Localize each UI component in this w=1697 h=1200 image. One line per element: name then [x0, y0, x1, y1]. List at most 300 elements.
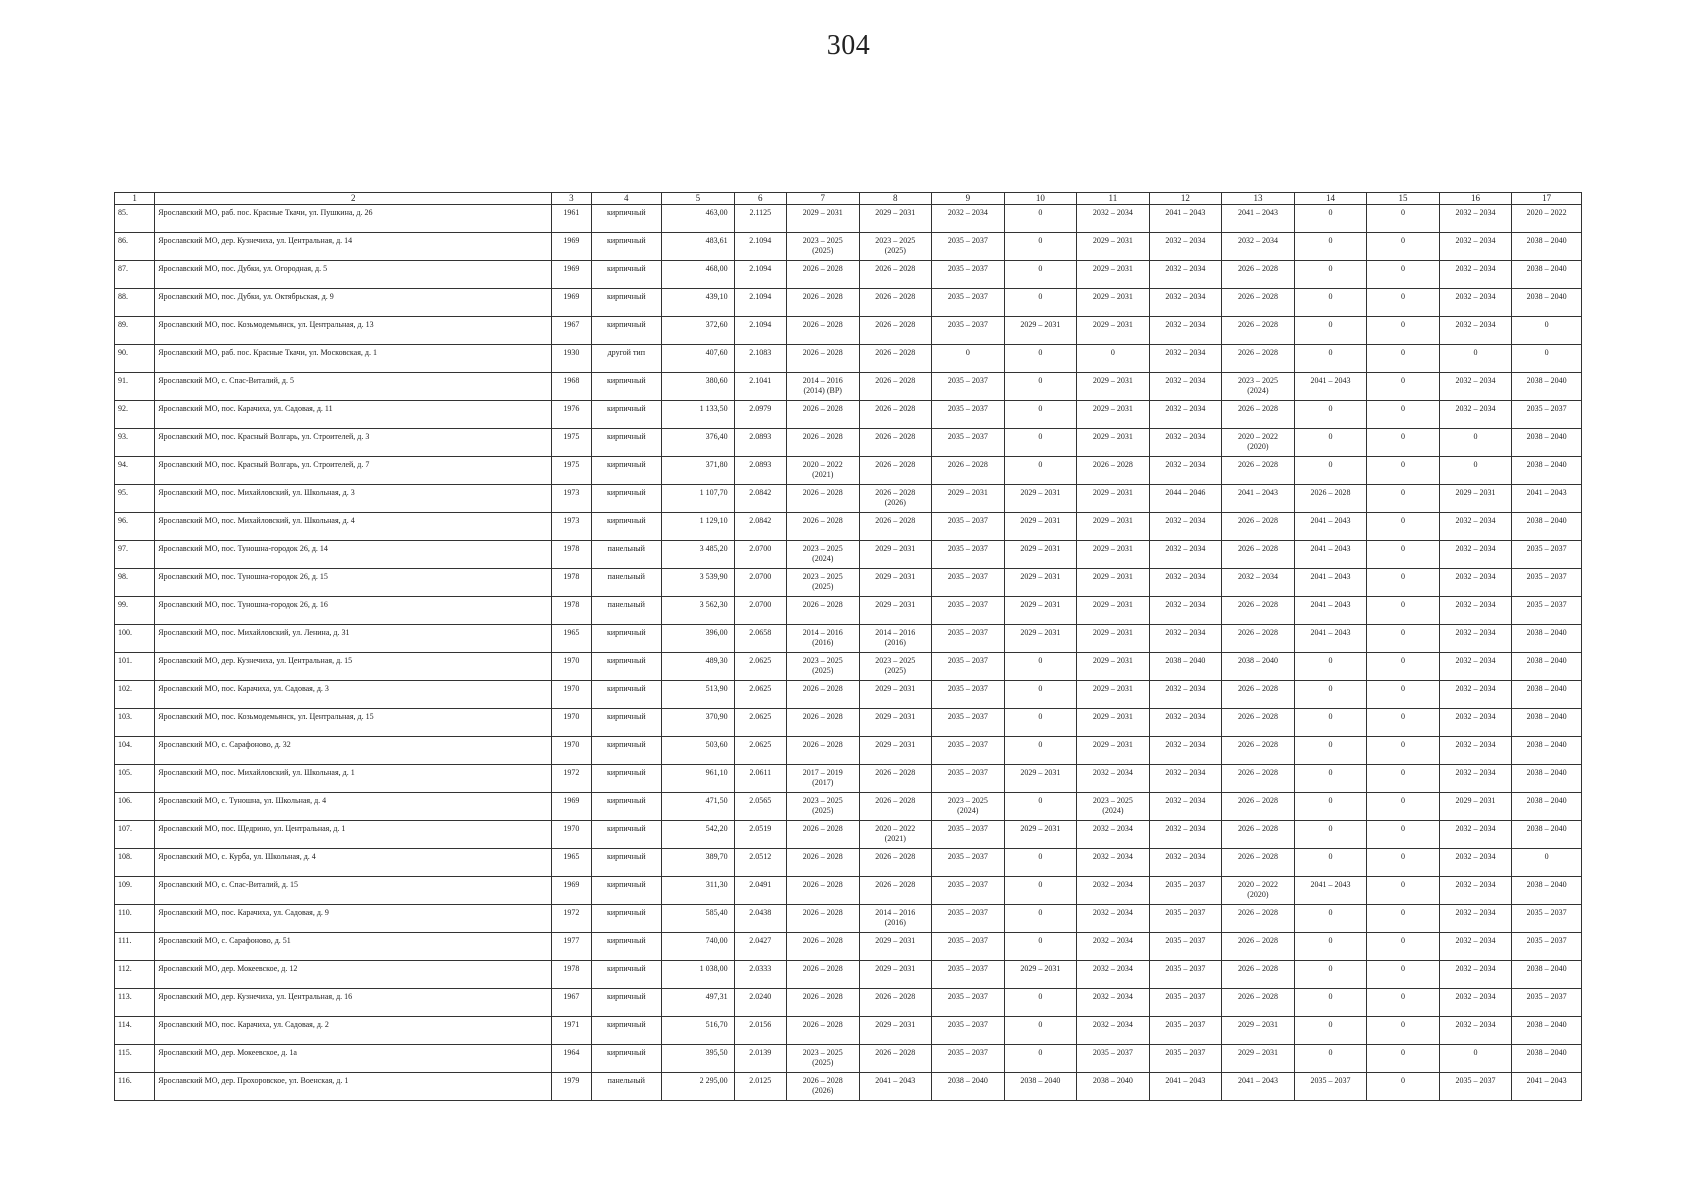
column-number-11: 11	[1077, 193, 1150, 205]
table-cell: Ярославский МО, пос. Карачиха, ул. Садовая, д. 3	[155, 681, 552, 709]
table-cell: 2026 – 2028	[859, 989, 932, 1017]
table-cell: 2029 – 2031	[1004, 597, 1077, 625]
table-cell: 2.0125	[734, 1073, 786, 1101]
table-row	[115, 541, 1582, 569]
table-cell: 2038 – 2040	[1512, 709, 1582, 737]
table-cell: 2.0519	[734, 821, 786, 849]
table-cell: 2035 – 2037	[932, 233, 1005, 261]
table-cell: кирпичный	[591, 905, 662, 933]
table-cell: 2026 – 2028	[1222, 905, 1295, 933]
table-cell: Ярославский МО, с. Спас-Виталий, д. 15	[155, 877, 552, 905]
table-cell: 2035 – 2037	[1512, 933, 1582, 961]
table-row	[115, 513, 1582, 541]
table-cell: 2038 – 2040	[1512, 681, 1582, 709]
table-cell: Ярославский МО, пос. Михайловский, ул. Школьная, д. 3	[155, 485, 552, 513]
table-cell: 1970	[552, 653, 591, 681]
table-cell: 2032 – 2034	[1149, 625, 1222, 653]
column-number-2: 2	[155, 193, 552, 205]
column-number-3: 3	[552, 193, 591, 205]
table-cell: 0	[1367, 653, 1440, 681]
table-cell: 2041 – 2043	[1222, 485, 1295, 513]
table-cell: 2038 – 2040	[1512, 877, 1582, 905]
table-cell: 85.	[115, 205, 155, 233]
table-cell: 2029 – 2031	[1077, 513, 1150, 541]
table-cell: 2026 – 2028	[859, 429, 932, 457]
table-cell: 2038 – 2040	[1222, 653, 1295, 681]
table-cell: 2.0512	[734, 849, 786, 877]
table-cell: 2023 – 2025 (2024)	[786, 541, 859, 569]
table-cell: 0	[1367, 345, 1440, 373]
table-cell: 1967	[552, 317, 591, 345]
table-cell: 2014 – 2016 (2016)	[786, 625, 859, 653]
table-cell: 0	[1004, 681, 1077, 709]
table-cell: 2026 – 2028	[786, 513, 859, 541]
table-cell: 2029 – 2031	[786, 205, 859, 233]
table-cell: 2032 – 2034	[1149, 709, 1222, 737]
table-cell: 2035 – 2037	[932, 1017, 1005, 1045]
table-cell: панельный	[591, 569, 662, 597]
table-cell: 2032 – 2034	[1149, 233, 1222, 261]
table-cell: кирпичный	[591, 513, 662, 541]
table-cell: 2.0427	[734, 933, 786, 961]
table-cell: 2032 – 2034	[1149, 765, 1222, 793]
table-cell: Ярославский МО, пос. Туношна-городок 26, д. 14	[155, 541, 552, 569]
table-cell: 2032 – 2034	[1439, 513, 1512, 541]
table-cell: 90.	[115, 345, 155, 373]
table-cell: 2035 – 2037	[932, 513, 1005, 541]
table-cell: 0	[1294, 793, 1367, 821]
table-cell: 2.1094	[734, 261, 786, 289]
table-cell: 2029 – 2031	[1077, 429, 1150, 457]
table-cell: Ярославский МО, пос. Красный Волгарь, ул. Строителей, д. 3	[155, 429, 552, 457]
table-cell: 1930	[552, 345, 591, 373]
table-cell: 1 133,50	[662, 401, 735, 429]
table-cell: 2029 – 2031	[1004, 625, 1077, 653]
table-cell: кирпичный	[591, 877, 662, 905]
table-cell: 503,60	[662, 737, 735, 765]
table-row	[115, 709, 1582, 737]
table-cell: 2038 – 2040	[1512, 429, 1582, 457]
table-cell: 97.	[115, 541, 155, 569]
table-cell: 0	[1004, 877, 1077, 905]
table-cell: 113.	[115, 989, 155, 1017]
table-cell: 513,90	[662, 681, 735, 709]
table-row	[115, 317, 1582, 345]
table-cell: 2041 – 2043	[1294, 877, 1367, 905]
table-cell: 2032 – 2034	[1149, 541, 1222, 569]
table-cell: 2026 – 2028	[1222, 401, 1295, 429]
table-cell: 1978	[552, 961, 591, 989]
table-cell: 2032 – 2034	[1077, 849, 1150, 877]
table-cell: Ярославский МО, пос. Карачиха, ул. Садовая, д. 11	[155, 401, 552, 429]
table-cell: панельный	[591, 1073, 662, 1101]
table-cell: 0	[1004, 1045, 1077, 1073]
table-cell: 0	[1004, 261, 1077, 289]
table-cell: 2020 – 2022 (2020)	[1222, 877, 1295, 905]
table-cell: 0	[1439, 1045, 1512, 1073]
table-cell: 2035 – 2037	[1149, 989, 1222, 1017]
table-row	[115, 205, 1582, 233]
table-cell: 0	[1004, 1017, 1077, 1045]
table-cell: кирпичный	[591, 1017, 662, 1045]
table-cell: 2032 – 2034	[1149, 737, 1222, 765]
table-cell: 99.	[115, 597, 155, 625]
table-cell: кирпичный	[591, 653, 662, 681]
table-row	[115, 821, 1582, 849]
table-cell: кирпичный	[591, 793, 662, 821]
table-cell: 2026 – 2028	[1222, 261, 1295, 289]
table-cell: 2.0700	[734, 569, 786, 597]
table-cell: 92.	[115, 401, 155, 429]
table-cell: 2029 – 2031	[1439, 485, 1512, 513]
table-cell: 0	[1367, 1045, 1440, 1073]
table-cell: 2029 – 2031	[859, 541, 932, 569]
table-header	[115, 193, 1582, 205]
table-cell: 2038 – 2040	[1512, 457, 1582, 485]
table-cell: 585,40	[662, 905, 735, 933]
table-cell: 2038 – 2040	[1512, 653, 1582, 681]
table-cell: 2.1125	[734, 205, 786, 233]
table-cell: 2029 – 2031	[859, 205, 932, 233]
table-cell: Ярославский МО, дер. Мокеевское, д. 1а	[155, 1045, 552, 1073]
table-cell: 468,00	[662, 261, 735, 289]
table-cell: 2020 – 2022 (2021)	[859, 821, 932, 849]
table-cell: 2.1083	[734, 345, 786, 373]
table-cell: 0	[1294, 1017, 1367, 1045]
table-cell: 2026 – 2028	[859, 345, 932, 373]
table-cell: 3 562,30	[662, 597, 735, 625]
table-cell: 2026 – 2028	[786, 849, 859, 877]
table-cell: 1976	[552, 401, 591, 429]
table-cell: 2.1094	[734, 289, 786, 317]
table-cell: 2035 – 2037	[932, 877, 1005, 905]
table-cell: 2035 – 2037	[932, 597, 1005, 625]
table-cell: 116.	[115, 1073, 155, 1101]
table-cell: 2026 – 2028	[859, 765, 932, 793]
table-row	[115, 681, 1582, 709]
table-cell: 2032 – 2034	[1149, 289, 1222, 317]
table-cell: 2032 – 2034	[1439, 849, 1512, 877]
table-cell: 2038 – 2040	[932, 1073, 1005, 1101]
table-cell: 101.	[115, 653, 155, 681]
table-cell: 2032 – 2034	[1439, 933, 1512, 961]
table-cell: 2035 – 2037	[932, 401, 1005, 429]
table-cell: кирпичный	[591, 681, 662, 709]
table-cell: 89.	[115, 317, 155, 345]
table-cell: 2026 – 2028	[786, 345, 859, 373]
table-cell: 2023 – 2025 (2025)	[786, 653, 859, 681]
table-cell: 93.	[115, 429, 155, 457]
table-cell: 0	[1004, 849, 1077, 877]
table-cell: 2.0438	[734, 905, 786, 933]
table-cell: 2035 – 2037	[1149, 933, 1222, 961]
table-cell: Ярославский МО, дер. Прохоровское, ул. Военская, д. 1	[155, 1073, 552, 1101]
table-cell: кирпичный	[591, 849, 662, 877]
table-cell: 2035 – 2037	[932, 1045, 1005, 1073]
table-cell: 407,60	[662, 345, 735, 373]
table-row	[115, 765, 1582, 793]
table-cell: Ярославский МО, с. Сарафоново, д. 51	[155, 933, 552, 961]
table-cell: 1961	[552, 205, 591, 233]
table-cell: 1969	[552, 261, 591, 289]
table-cell: 372,60	[662, 317, 735, 345]
table-cell: Ярославский МО, дер. Кузнечиха, ул. Центральная, д. 15	[155, 653, 552, 681]
table-cell: 0	[1367, 877, 1440, 905]
table-cell: 98.	[115, 569, 155, 597]
table-cell: 2023 – 2025 (2025)	[786, 1045, 859, 1073]
table-cell: 542,20	[662, 821, 735, 849]
table-cell: 2.1094	[734, 233, 786, 261]
table-cell: 2014 – 2016 (2016)	[859, 625, 932, 653]
table-cell: 2026 – 2028	[786, 485, 859, 513]
table-cell: 0	[932, 345, 1005, 373]
table-cell: 2.0658	[734, 625, 786, 653]
table-cell: 2026 – 2028	[786, 429, 859, 457]
table-cell: 2032 – 2034	[1439, 709, 1512, 737]
column-number-16: 16	[1439, 193, 1512, 205]
table-cell: 2029 – 2031	[1077, 373, 1150, 401]
table-cell: 1971	[552, 1017, 591, 1045]
table-row	[115, 597, 1582, 625]
table-cell: 2026 – 2028	[786, 597, 859, 625]
table-cell: 2026 – 2028	[859, 849, 932, 877]
table-cell: 2035 – 2037	[1512, 597, 1582, 625]
table-cell: 2026 – 2028	[932, 457, 1005, 485]
table-cell: 2026 – 2028	[786, 681, 859, 709]
table-cell: 2026 – 2028	[786, 905, 859, 933]
table-cell: 3 539,90	[662, 569, 735, 597]
table-cell: 2035 – 2037	[932, 849, 1005, 877]
table-cell: 1977	[552, 933, 591, 961]
table-cell: 2041 – 2043	[1512, 485, 1582, 513]
table-cell: 0	[1367, 233, 1440, 261]
table-cell: 2026 – 2028	[1077, 457, 1150, 485]
table-cell: 102.	[115, 681, 155, 709]
table-cell: 2041 – 2043	[1512, 1073, 1582, 1101]
table-cell: 115.	[115, 1045, 155, 1073]
table-cell: 2035 – 2037	[932, 653, 1005, 681]
table-cell: 2026 – 2028	[859, 513, 932, 541]
table-cell: 0	[1004, 709, 1077, 737]
table-cell: 2029 – 2031	[1077, 625, 1150, 653]
column-number-13: 13	[1222, 193, 1295, 205]
table-row	[115, 429, 1582, 457]
table-cell: 2026 – 2028	[859, 1045, 932, 1073]
table-cell: 2035 – 2037	[1439, 1073, 1512, 1101]
table-cell: 0	[1294, 709, 1367, 737]
table-cell: 2029 – 2031	[859, 597, 932, 625]
table-cell: 0	[1077, 345, 1150, 373]
table-cell: 86.	[115, 233, 155, 261]
table-cell: 2032 – 2034	[1439, 261, 1512, 289]
table-cell: 2026 – 2028	[786, 933, 859, 961]
table-cell: 2026 – 2028	[859, 289, 932, 317]
table-cell: 2032 – 2034	[1439, 373, 1512, 401]
table-cell: 2035 – 2037	[932, 681, 1005, 709]
table-cell: 2029 – 2031	[1004, 317, 1077, 345]
table-cell: 2029 – 2031	[1077, 681, 1150, 709]
table-cell: 2029 – 2031	[1004, 569, 1077, 597]
table-cell: 2029 – 2031	[1004, 961, 1077, 989]
table-cell: 88.	[115, 289, 155, 317]
table-cell: 96.	[115, 513, 155, 541]
table-cell: 0	[1439, 429, 1512, 457]
table-cell: 2026 – 2028 (2026)	[859, 485, 932, 513]
table-cell: 497,31	[662, 989, 735, 1017]
table-cell: 2038 – 2040	[1512, 1045, 1582, 1073]
table-cell: 2032 – 2034	[1077, 877, 1150, 905]
table-row	[115, 737, 1582, 765]
table-cell: 0	[1367, 541, 1440, 569]
table-cell: Ярославский МО, пос. Михайловский, ул. Школьная, д. 4	[155, 513, 552, 541]
table-cell: 2029 – 2031	[859, 961, 932, 989]
housing-repair-schedule-table	[114, 192, 1582, 1101]
table-cell: 1 129,10	[662, 513, 735, 541]
table-cell: 2041 – 2043	[1294, 541, 1367, 569]
table-cell: 2032 – 2034	[1149, 373, 1222, 401]
table-cell: 2038 – 2040	[1512, 625, 1582, 653]
table-cell: 1975	[552, 457, 591, 485]
table-cell: 0	[1512, 317, 1582, 345]
column-number-1: 1	[115, 193, 155, 205]
table-cell: 2032 – 2034	[932, 205, 1005, 233]
table-cell: Ярославский МО, пос. Щедрино, ул. Центральная, д. 1	[155, 821, 552, 849]
table-cell: 0	[1367, 429, 1440, 457]
table-cell: 1978	[552, 569, 591, 597]
table-cell: 2032 – 2034	[1149, 261, 1222, 289]
table-cell: 0	[1367, 961, 1440, 989]
table-cell: 2041 – 2043	[1294, 373, 1367, 401]
table-cell: 2032 – 2034	[1439, 289, 1512, 317]
table-cell: 2026 – 2028	[786, 877, 859, 905]
table-cell: 2026 – 2028	[786, 261, 859, 289]
table-cell: 2032 – 2034	[1149, 457, 1222, 485]
table-cell: 95.	[115, 485, 155, 513]
table-cell: 103.	[115, 709, 155, 737]
table-cell: 2029 – 2031	[1222, 1017, 1295, 1045]
table-cell: Ярославский МО, пос. Красный Волгарь, ул. Строителей, д. 7	[155, 457, 552, 485]
table-cell: кирпичный	[591, 765, 662, 793]
table-cell: 2035 – 2037	[932, 737, 1005, 765]
table-cell: 376,40	[662, 429, 735, 457]
table-cell: 0	[1294, 933, 1367, 961]
table-row	[115, 961, 1582, 989]
table-cell: 1969	[552, 793, 591, 821]
column-number-12: 12	[1149, 193, 1222, 205]
table-cell: 2023 – 2025 (2024)	[1077, 793, 1150, 821]
table-cell: 1970	[552, 821, 591, 849]
table-cell: 2029 – 2031	[859, 709, 932, 737]
table-cell: 2032 – 2034	[1439, 877, 1512, 905]
table-cell: 2035 – 2037	[1512, 989, 1582, 1017]
table-cell: 1975	[552, 429, 591, 457]
table-cell: 2.1094	[734, 317, 786, 345]
table-cell: 2035 – 2037	[1077, 1045, 1150, 1073]
table-cell: 463,00	[662, 205, 735, 233]
table-cell: 2020 – 2022 (2020)	[1222, 429, 1295, 457]
table-row	[115, 401, 1582, 429]
table-cell: 2041 – 2043	[1222, 1073, 1295, 1101]
table-cell: Ярославский МО, пос. Дубки, ул. Октябрьская, д. 9	[155, 289, 552, 317]
table-cell: 0	[1367, 709, 1440, 737]
table-cell: 2026 – 2028	[1222, 625, 1295, 653]
table-cell: 2026 – 2028	[1222, 513, 1295, 541]
table-cell: 2038 – 2040	[1512, 793, 1582, 821]
table-cell: 1972	[552, 765, 591, 793]
table-cell: 2032 – 2034	[1077, 933, 1150, 961]
table-cell: 2.0625	[734, 653, 786, 681]
table-cell: 2032 – 2034	[1149, 345, 1222, 373]
table-cell: 2032 – 2034	[1077, 989, 1150, 1017]
table-cell: 1978	[552, 541, 591, 569]
table-cell: 2035 – 2037	[1512, 541, 1582, 569]
table-cell: 2029 – 2031	[1077, 485, 1150, 513]
table-cell: 0	[1367, 765, 1440, 793]
table-cell: 2026 – 2028	[1222, 289, 1295, 317]
column-number-15: 15	[1367, 193, 1440, 205]
column-number-5: 5	[662, 193, 735, 205]
table-cell: 2029 – 2031	[1077, 653, 1150, 681]
table-cell: 2032 – 2034	[1149, 681, 1222, 709]
table-cell: 2029 – 2031	[1077, 709, 1150, 737]
table-cell: 0	[1004, 289, 1077, 317]
table-cell: 2026 – 2028	[859, 261, 932, 289]
table-cell: 0	[1294, 233, 1367, 261]
table-cell: 2026 – 2028	[786, 1017, 859, 1045]
table-cell: 1969	[552, 289, 591, 317]
table-cell: 2029 – 2031	[859, 569, 932, 597]
table-cell: 2.0979	[734, 401, 786, 429]
table-cell: 0	[1367, 849, 1440, 877]
table-cell: 2041 – 2043	[1149, 205, 1222, 233]
table-cell: 2032 – 2034	[1077, 1017, 1150, 1045]
table-cell: 516,70	[662, 1017, 735, 1045]
table-cell: 0	[1512, 849, 1582, 877]
table-cell: 2023 – 2025 (2024)	[932, 793, 1005, 821]
table-cell: 740,00	[662, 933, 735, 961]
table-cell: 0	[1294, 1045, 1367, 1073]
table-cell: 0	[1294, 681, 1367, 709]
table-cell: 2.1041	[734, 373, 786, 401]
table-cell: 2035 – 2037	[1512, 905, 1582, 933]
table-cell: 2035 – 2037	[932, 541, 1005, 569]
table-cell: 2026 – 2028	[1294, 485, 1367, 513]
table-cell: 2026 – 2028	[786, 401, 859, 429]
table-cell: 2032 – 2034	[1439, 401, 1512, 429]
table-cell: 0	[1294, 961, 1367, 989]
table-cell: 2023 – 2025 (2025)	[786, 233, 859, 261]
column-number-row	[115, 193, 1582, 205]
table-cell: 0	[1294, 653, 1367, 681]
table-cell: 2038 – 2040	[1512, 737, 1582, 765]
table-cell: 0	[1367, 681, 1440, 709]
table-cell: 0	[1367, 485, 1440, 513]
table-cell: 2041 – 2043	[859, 1073, 932, 1101]
table-cell: 2014 – 2016 (2016)	[859, 905, 932, 933]
table-cell: 2023 – 2025 (2024)	[1222, 373, 1295, 401]
table-cell: 0	[1512, 345, 1582, 373]
table-cell: 2026 – 2028	[1222, 541, 1295, 569]
table-cell: 0	[1294, 289, 1367, 317]
table-cell: 2032 – 2034	[1439, 569, 1512, 597]
table-cell: Ярославский МО, пос. Козьмодемьянск, ул. Центральная, д. 13	[155, 317, 552, 345]
table-cell: 0	[1004, 793, 1077, 821]
table-row	[115, 569, 1582, 597]
table-cell: 2035 – 2037	[932, 933, 1005, 961]
table-cell: 0	[1367, 457, 1440, 485]
table-cell: 2029 – 2031	[1077, 317, 1150, 345]
table-cell: кирпичный	[591, 709, 662, 737]
